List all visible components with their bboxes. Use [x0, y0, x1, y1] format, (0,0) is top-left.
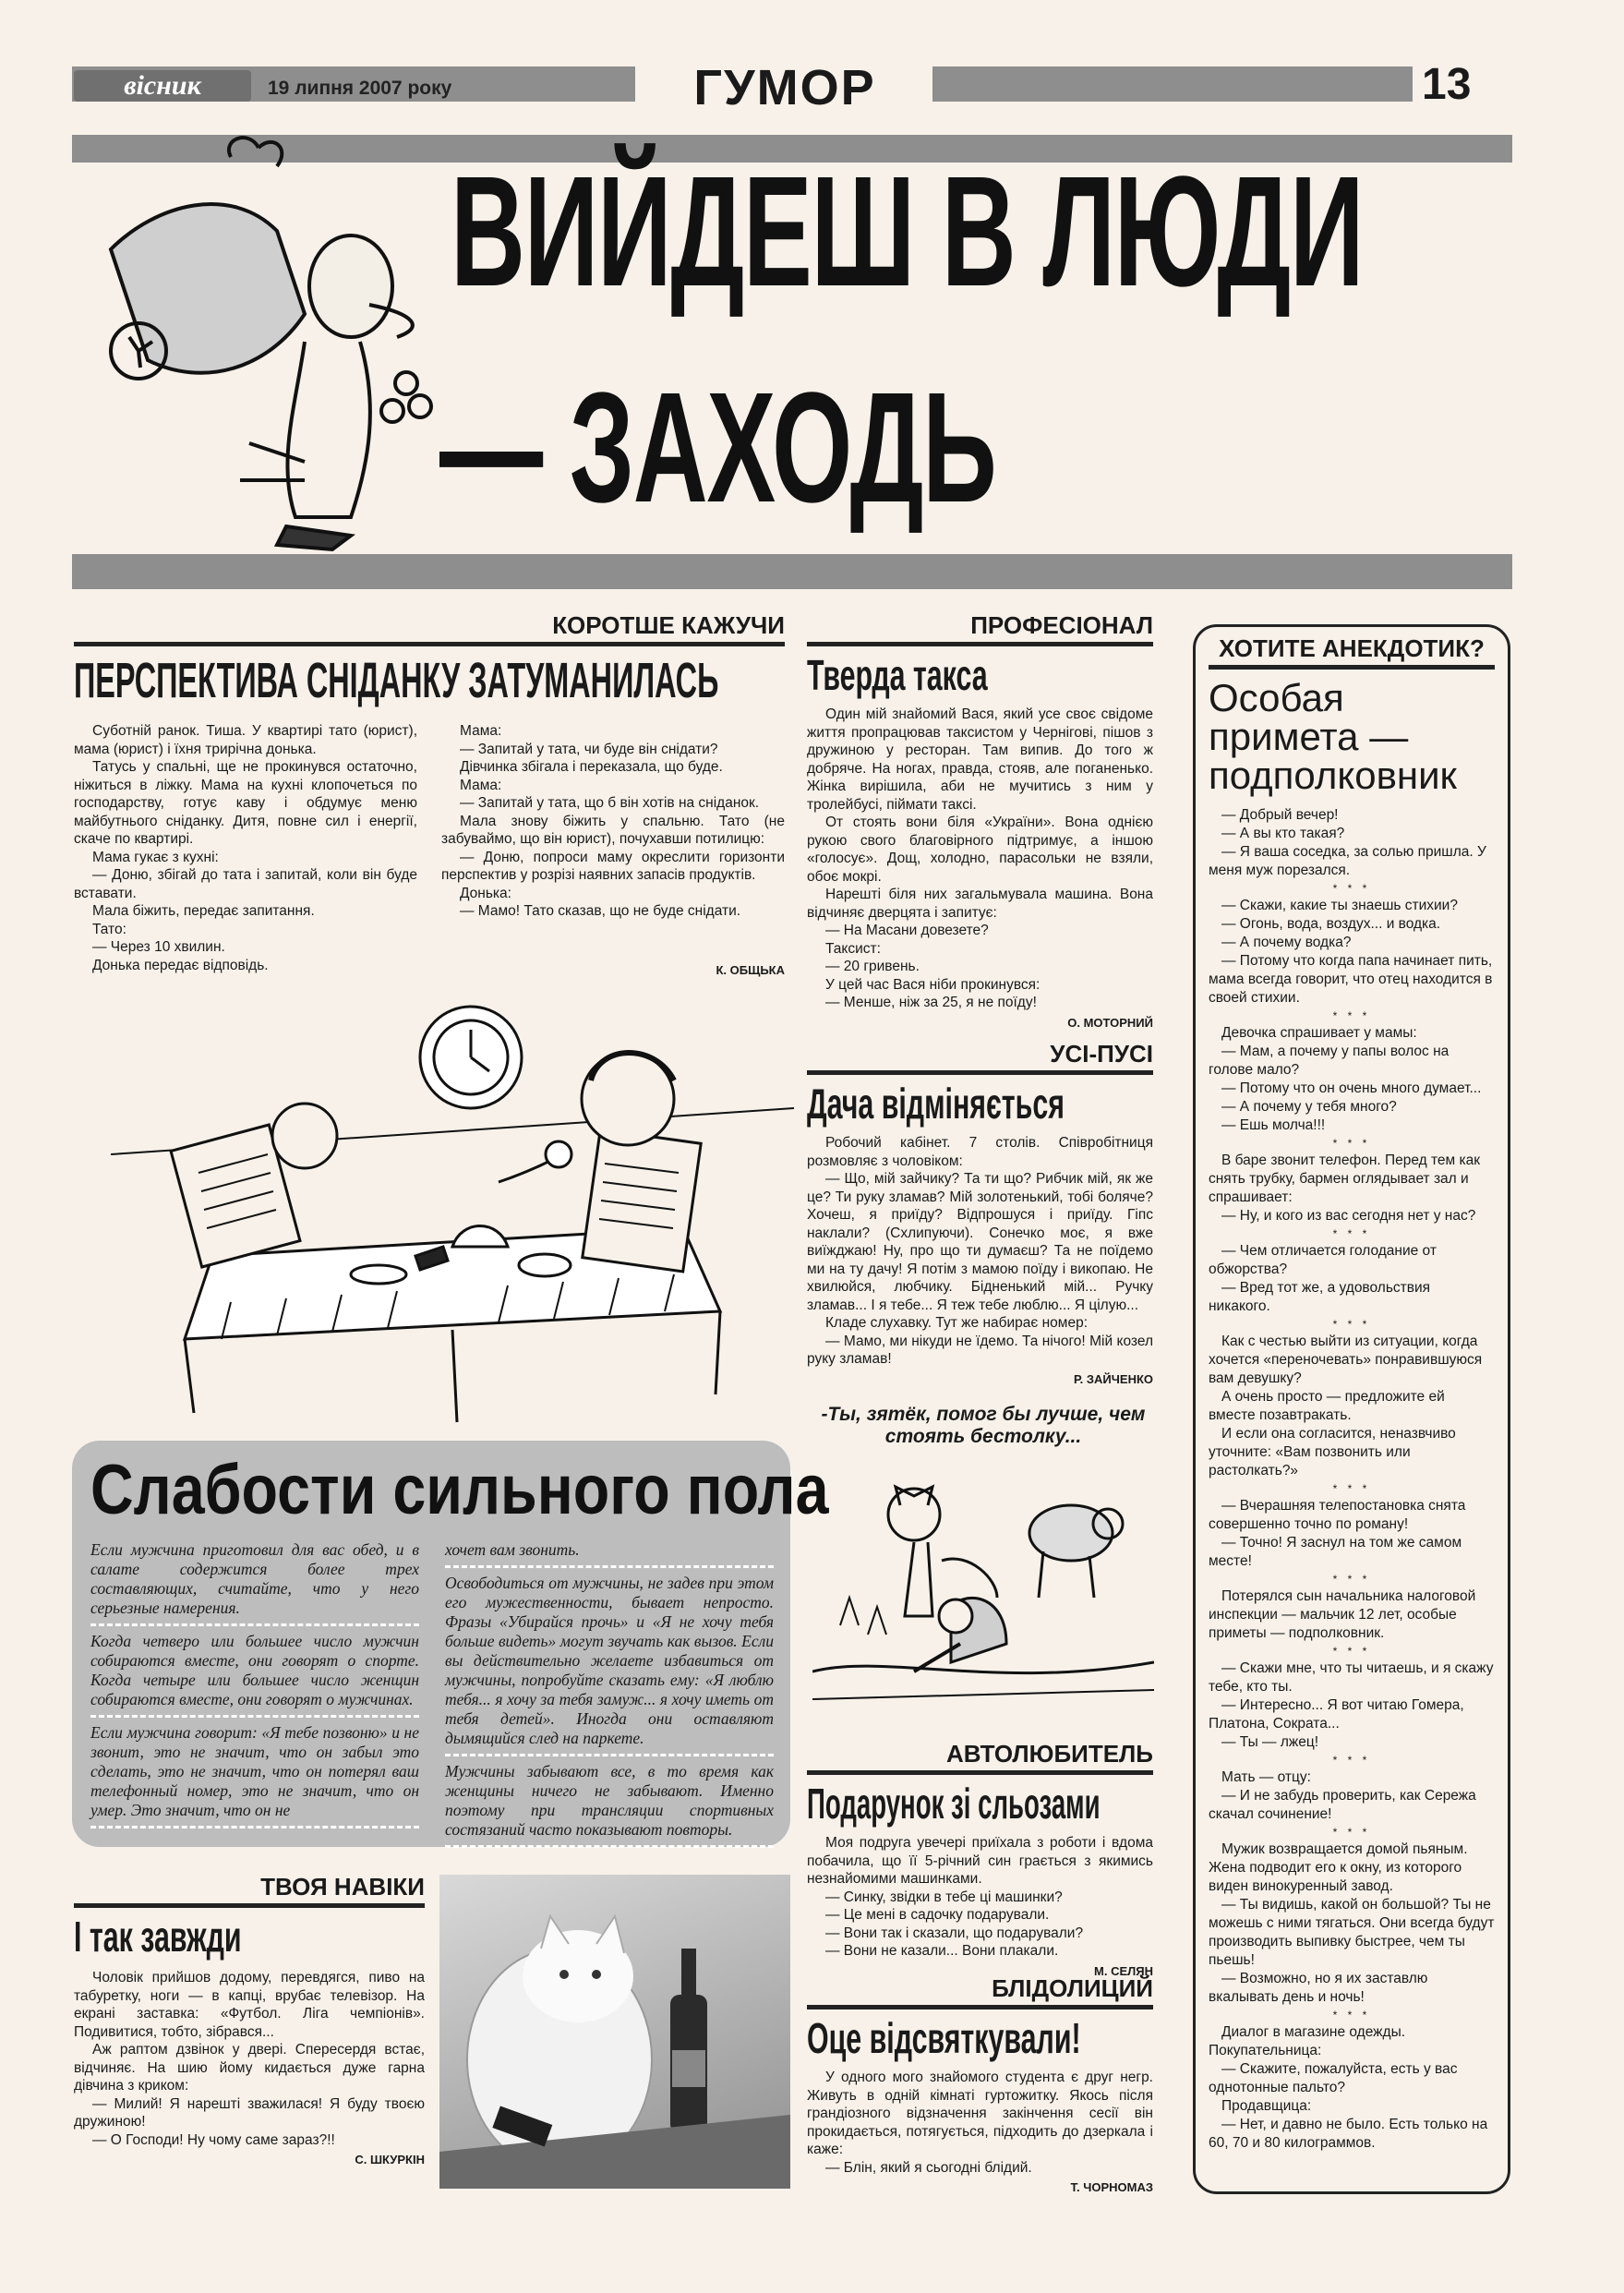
joke-line: — Скажи мне, что ты читаешь, и я скажу тебе, кто ты.	[1209, 1660, 1494, 1695]
joke-line: Мужик возвращается домой пьяным. Жена подводит его к окну, из которого виден винокуренный завод.	[1209, 1841, 1468, 1894]
issue-date: 19 липня 2007 року	[262, 76, 457, 102]
always-body	[74, 1969, 425, 2149]
always-title: І так завжди	[74, 1913, 242, 1961]
dacha-body	[807, 1134, 1153, 1369]
joke-separator: * * *	[1332, 1137, 1371, 1150]
breakfast-paragraph: Донька передає відповідь.	[92, 957, 269, 973]
weakness-col1	[90, 1540, 419, 1853]
joke-line: Как с честью выйти из ситуации, когда хочется «переночевать» понравившуюся вам девушку?	[1209, 1334, 1483, 1386]
joke-line: — Ты видишь, какой он большой? Ты не можешь с ними тягаться. Они всегда будут производить выпивку быстрее, чем ты пьешь!	[1209, 1897, 1495, 1968]
joke-line: — Вчерашняя телепостановка снята совершенно точно по роману!	[1209, 1498, 1466, 1532]
joke-separator: * * *	[1332, 1009, 1371, 1022]
joke-line: — Потому что он очень много думает...	[1221, 1080, 1482, 1096]
breakfast-paragraph: Мама гукає з кухні:	[92, 849, 219, 865]
dacha-article	[807, 1040, 1153, 1386]
jokes-box	[1193, 624, 1510, 2194]
breakfast-col1	[74, 722, 417, 974]
joke-line: — Вред тот же, а удовольствия никакого.	[1209, 1280, 1431, 1314]
joke-line: — Точно! Я заснул на том же самом месте!	[1209, 1535, 1462, 1569]
joke-line: — Ну, и кого из вас сегодня нет у нас?	[1221, 1208, 1476, 1224]
header-bar-right	[932, 66, 1413, 102]
joke-separator: * * *	[1332, 1754, 1371, 1767]
celebrate-title: Оце відсвяткували!	[807, 2014, 1081, 2062]
taxi-paragraph: Нарешті біля них загальмувала машина. Вона відчиняє дверцята і запитує:	[807, 887, 1153, 921]
joke-line: — А почему водка?	[1221, 935, 1352, 950]
weakness-paragraph: Освободиться от мужчины, не задев при этом его мужественности, бывает непросто. Фразы «Убирайся прочь» и «Я не хочу тебя больше видеть» могут звучать как вызов. Если вы действительно желаете избавиться от мужчины, попробуйте сказать ему: «Я люблю тебя... я хочу за тебя замуж... я хочу иметь от тебя детей». Иногда они оставляют дымящийся след на паркете.	[445, 1574, 774, 1756]
gift-signature: М. СЕЛЯН	[1094, 1963, 1153, 1978]
breakfast-paragraph: Тато:	[92, 921, 126, 937]
weakness-paragraph: хочет вам звонить.	[445, 1540, 774, 1568]
joke-separator: * * *	[1332, 1482, 1371, 1495]
joke-separator: * * *	[1332, 1318, 1371, 1331]
joke-line: — Потому что когда папа начинает пить, мама всегда говорит, что отец находится в своей стихии.	[1209, 953, 1493, 1006]
always-rubric: ТВОЯ НАВІКИ	[74, 1873, 425, 1908]
breakfast-paragraph: — Доню, збігай до тата і запитай, коли він буде вставати.	[74, 867, 417, 901]
joke-line: А очень просто — предложите ей вместе позавтракать.	[1209, 1389, 1445, 1423]
dacha-rubric: УСІ-ПУСІ	[807, 1040, 1153, 1075]
always-paragraph: Аж раптом дзвінок у двері. Спересердя встає, відчиняє. На шию йому кидається дуже гарна дівчина з криком:	[74, 2042, 425, 2094]
always-paragraph: — Милий! Я нарешті зважилася! Я буду твоєю дружиною!	[74, 2095, 425, 2130]
breakfast-signature: К. ОБЩЬКА	[716, 963, 785, 977]
always-paragraph: — О Господи! Ну чому саме зараз?!!	[92, 2131, 335, 2148]
taxi-paragraph: У цей час Вася ніби прокинувся:	[825, 976, 1041, 993]
joke-line: — А вы кто такая?	[1221, 826, 1345, 841]
gift-paragraph: — Вони так і сказали, що подарували?	[825, 1925, 1084, 1941]
joke-separator: * * *	[1332, 1826, 1371, 1839]
gift-paragraph: — Це мені в садочку подарували.	[825, 1907, 1050, 1923]
weakness-paragraph: Если мужчина приготовил для вас обед, и в салате содержится более трех составляющих, считайте, что у него серьезные намерения.	[90, 1540, 419, 1626]
weakness-paragraph: Если мужчина говорит: «Я тебе позвоню» и не звонит, это не значит, что он забыл это сделать, это не значит, что он потерял ваш телефонный номер, это не значит, что он умер. Это значит, что он не	[90, 1723, 419, 1828]
joke-line: — Ешь молча!!!	[1221, 1117, 1326, 1133]
always-signature: С. ШКУРКІН	[355, 2153, 425, 2166]
page-number: 13	[1422, 60, 1472, 109]
dacha-title: Дача відміняється	[807, 1080, 1065, 1128]
dacha-paragraph: — Що, мій зайчику? Та ти що? Рибчик мій, як же це? Ти руку зламав? Мій золотенький, тобі боляче? Хочеш, я приїду? Відпрошуся і приїду. Гіпс наклали? (Схлипуючи). Сонечко моє, я вже виїжджаю! Ну, про що ти думаєш? Та не поїдемо ми на ту дачу! Я потім з мамою поїду і викопаю. Не хвилюйся, любчику. Бідненький мій... Ручку зламав... І я тебе... Я теж тебе люблю... Я цілую...	[807, 1171, 1153, 1313]
main-headline-line2: — ЗАХОДЬ	[439, 360, 996, 536]
man-with-wallet-illustration	[74, 129, 452, 554]
taxi-paragraph: От стоять вони біля «України». Вона однією рукою свого благовірного підтримує, а іншою «голосує». Дощ, холодно, парасольки не взяли, обоє мокрі.	[807, 815, 1153, 885]
garden-cartoon-illustration	[812, 1459, 1154, 1736]
taxi-rubric: ПРОФЕСІОНАЛ	[807, 611, 1153, 646]
joke-separator: * * *	[1332, 1573, 1371, 1586]
joke-separator: * * *	[1332, 1645, 1371, 1658]
gift-title: Подарунок зі сльозами	[807, 1780, 1101, 1828]
gift-article	[807, 1740, 1153, 1978]
joke-line: — Чем отличается голодание от обжорства?	[1209, 1243, 1437, 1277]
joke-line: — Мам, а почему у папы волос на голове мало?	[1209, 1044, 1450, 1078]
breakfast-paragraph: — Запитай у тата, чи буде він снідати?	[460, 741, 718, 757]
cartoon-caption: -Ты, зятёк, помог бы лучше, чем стоять бестолку...	[821, 1404, 1146, 1447]
joke-line: В баре звонит телефон. Перед тем как снять трубку, бармен оглядывает зал и спрашивает:	[1209, 1153, 1481, 1205]
taxi-article	[807, 611, 1153, 1030]
celebrate-signature: Т. ЧОРНОМАЗ	[1070, 2180, 1153, 2194]
joke-separator: * * *	[1332, 2009, 1371, 2021]
gift-paragraph: — Вони не казали... Вони плакали.	[825, 1943, 1059, 1959]
celebrate-paragraph: — Блін, який я сьогодні блідий.	[825, 2159, 1032, 2176]
breakfast-rubric: КОРОТШЕ КАЖУЧИ	[74, 611, 785, 646]
joke-line: — Скажи, какие ты знаешь стихии?	[1221, 898, 1458, 913]
taxi-paragraph: Один мій знайомий Вася, який усе своє свідоме життя пропрацював таксистом у Чернігові, пішов з дружиною у ресторан. Там випив. До того ж добряче. На ногах, правда, стояв, але поганенько. Жінка вирішила, аби не мучитись з ним у тролейбусі, піймати таксі.	[807, 706, 1153, 813]
weakness-col2	[445, 1540, 774, 1853]
joke-line: — Ты — лжец!	[1221, 1734, 1319, 1750]
cat-photo	[439, 1875, 790, 2189]
always-paragraph: Чоловік прийшов додому, перевдягся, пиво на табуретку, ноги — в капці, врубає телевізор. На екрані заставка: «Футбол. Ліга чемпіонів». Подивитися, тобто, зібрався...	[74, 1970, 425, 2040]
breakfast-paragraph: — Доню, попроси маму окреслити горизонти перспектив у розрізі наявних запасів продуктів.	[441, 849, 785, 883]
dacha-paragraph: — Мамо, ми нікуди не їдемо. Та нічого! Мій козел руку зламав!	[807, 1333, 1153, 1367]
breakfast-paragraph: Мала біжить, передає запитання.	[92, 903, 315, 919]
taxi-body	[807, 706, 1153, 1012]
taxi-paragraph: — Менше, ніж за 25, я не поїду!	[825, 995, 1037, 1010]
family-breakfast-illustration	[111, 997, 794, 1431]
celebrate-article	[807, 1974, 1153, 2194]
joke-line: Девочка спрашивает у мамы:	[1221, 1025, 1417, 1041]
banner-bottom-bar	[72, 554, 1512, 589]
breakfast-paragraph: Мама:	[460, 777, 502, 793]
joke-line: — Интересно... Я вот читаю Гомера, Платона, Сократа...	[1209, 1697, 1464, 1732]
breakfast-title: ПЕРСПЕКТИВА СНІДАНКУ ЗАТУМАНИЛАСЬ	[74, 653, 719, 708]
breakfast-paragraph: Дівчинка збігала і переказала, що буде.	[460, 759, 723, 775]
jokes-list	[1209, 806, 1495, 2153]
joke-line: Диалог в магазине одежды. Покупательница:	[1209, 2024, 1406, 2058]
breakfast-col2	[441, 722, 785, 974]
joke-line: — Я ваша соседка, за солью пришла. У меня муж порезался.	[1209, 844, 1486, 878]
joke-line: — И не забудь проверить, как Сережа скачал сочинение!	[1209, 1788, 1476, 1822]
gift-paragraph: Моя подруга увечері приїхала з роботи і вдома побачила, що її 5-річний син грається з якимись незнайомими машинками.	[807, 1835, 1153, 1887]
jokes-title: Особая примета — подполковник	[1209, 676, 1457, 797]
taxi-signature: О. МОТОРНИЙ	[1067, 1015, 1153, 1030]
breakfast-paragraph: — Запитай у тата, що б він хотів на сніданок.	[460, 795, 760, 811]
taxi-title: Тверда такса	[807, 651, 988, 699]
breakfast-paragraph: Донька:	[460, 885, 511, 901]
breakfast-paragraph: Татусь у спальні, ще не прокинувся остаточно, ніжиться в ліжку. Мама на кухні клопочеться по господарству, готує каву і обдумує меню майбутнього сніданку. Дитя, повне сил і енергії, скаче по квартирі.	[74, 759, 417, 847]
joke-line: И если она согласится, неназвчиво уточните: «Вам позвонить или растолкать?»	[1209, 1426, 1456, 1478]
celebrate-body	[807, 2069, 1153, 2177]
joke-separator: * * *	[1332, 882, 1371, 895]
dacha-paragraph: Кладе слухавку. Тут же набирає номер:	[825, 1315, 1089, 1331]
joke-line: Мать — отцу:	[1221, 1769, 1311, 1785]
celebrate-rubric: БЛІДОЛИЦИЙ	[807, 1974, 1153, 2009]
weakness-title: Слабости сильного пола	[90, 1451, 829, 1529]
gift-paragraph: — Синку, звідки в тебе ці машинки?	[825, 1889, 1063, 1905]
breakfast-paragraph: Мама:	[460, 723, 502, 739]
joke-line: — Добрый вечер!	[1221, 807, 1339, 823]
taxi-paragraph: Таксист:	[825, 940, 881, 957]
breakfast-paragraph: Мала знову біжить у спальню. Тато (не забуваймо, що він юрист), почухавши потилицю:	[441, 813, 785, 847]
weakness-paragraph: Когда четверо или большее число мужчин собираются вместе, они говорят о спорте. Когда четыре или большее число женщин собираются вместе, они говорят о мужчинах.	[90, 1632, 419, 1718]
gift-body	[807, 1834, 1153, 1961]
joke-line: Продавщица:	[1221, 2098, 1312, 2114]
always-article	[74, 1873, 425, 2166]
joke-line: — Огонь, вода, воздух... и водка.	[1221, 916, 1441, 932]
joke-line: — Возможно, но я их заставлю вкалывать день и ночь!	[1209, 1971, 1428, 2005]
breakfast-article	[74, 611, 785, 977]
joke-line: — Нет, и давно не было. Есть только на 60, 70 и 80 килограммов.	[1209, 2117, 1488, 2151]
celebrate-paragraph: У одного мого знайомого студента є друг негр. Живуть в одній кімнаті гуртожитку. Якось після грандіозного відзначення закінчення сесії він прокидається, потягується, підходить до дзеркала і каже:	[807, 2070, 1153, 2157]
newspaper-logo: вісник	[74, 70, 251, 102]
dacha-paragraph: Робочий кабінет. 7 столів. Співробітниця розмовляє з чоловіком:	[807, 1135, 1153, 1169]
joke-line: — Скажите, пожалуйста, есть у вас однотонные пальто?	[1209, 2061, 1458, 2095]
joke-line: — А почему у тебя много?	[1221, 1099, 1397, 1115]
taxi-paragraph: — На Масани довезете?	[825, 923, 989, 938]
dacha-signature: Р. ЗАЙЧЕНКО	[1073, 1371, 1153, 1386]
joke-line: Потерялся сын начальника налоговой инспекции — мальчик 12 лет, особые приметы — подполковник.	[1209, 1588, 1476, 1641]
breakfast-paragraph: — Через 10 хвилин.	[92, 939, 225, 955]
joke-separator: * * *	[1332, 1227, 1371, 1240]
main-headline-line1: ВИЙДЕШ В ЛЮДИ	[451, 144, 1364, 320]
breakfast-paragraph: — Мамо! Тато сказав, що не буде снідати.	[460, 903, 741, 919]
taxi-paragraph: — 20 гривень.	[825, 959, 920, 974]
weakness-paragraph: Мужчины забывают все, в то время как женщины ничего не забывают. Именно поэтому при трансляции спортивных состязаний часто показывают повторы.	[445, 1762, 774, 1848]
jokes-header: ХОТИТЕ АНЕКДОТИК?	[1209, 634, 1495, 670]
breakfast-paragraph: Суботній ранок. Тиша. У квартирі тато (юрист), мама (юрист) і їхня трирічна донька.	[74, 723, 417, 757]
gift-rubric: АВТОЛЮБИТЕЛЬ	[807, 1740, 1153, 1775]
section-title: ГУМОР	[693, 60, 876, 115]
